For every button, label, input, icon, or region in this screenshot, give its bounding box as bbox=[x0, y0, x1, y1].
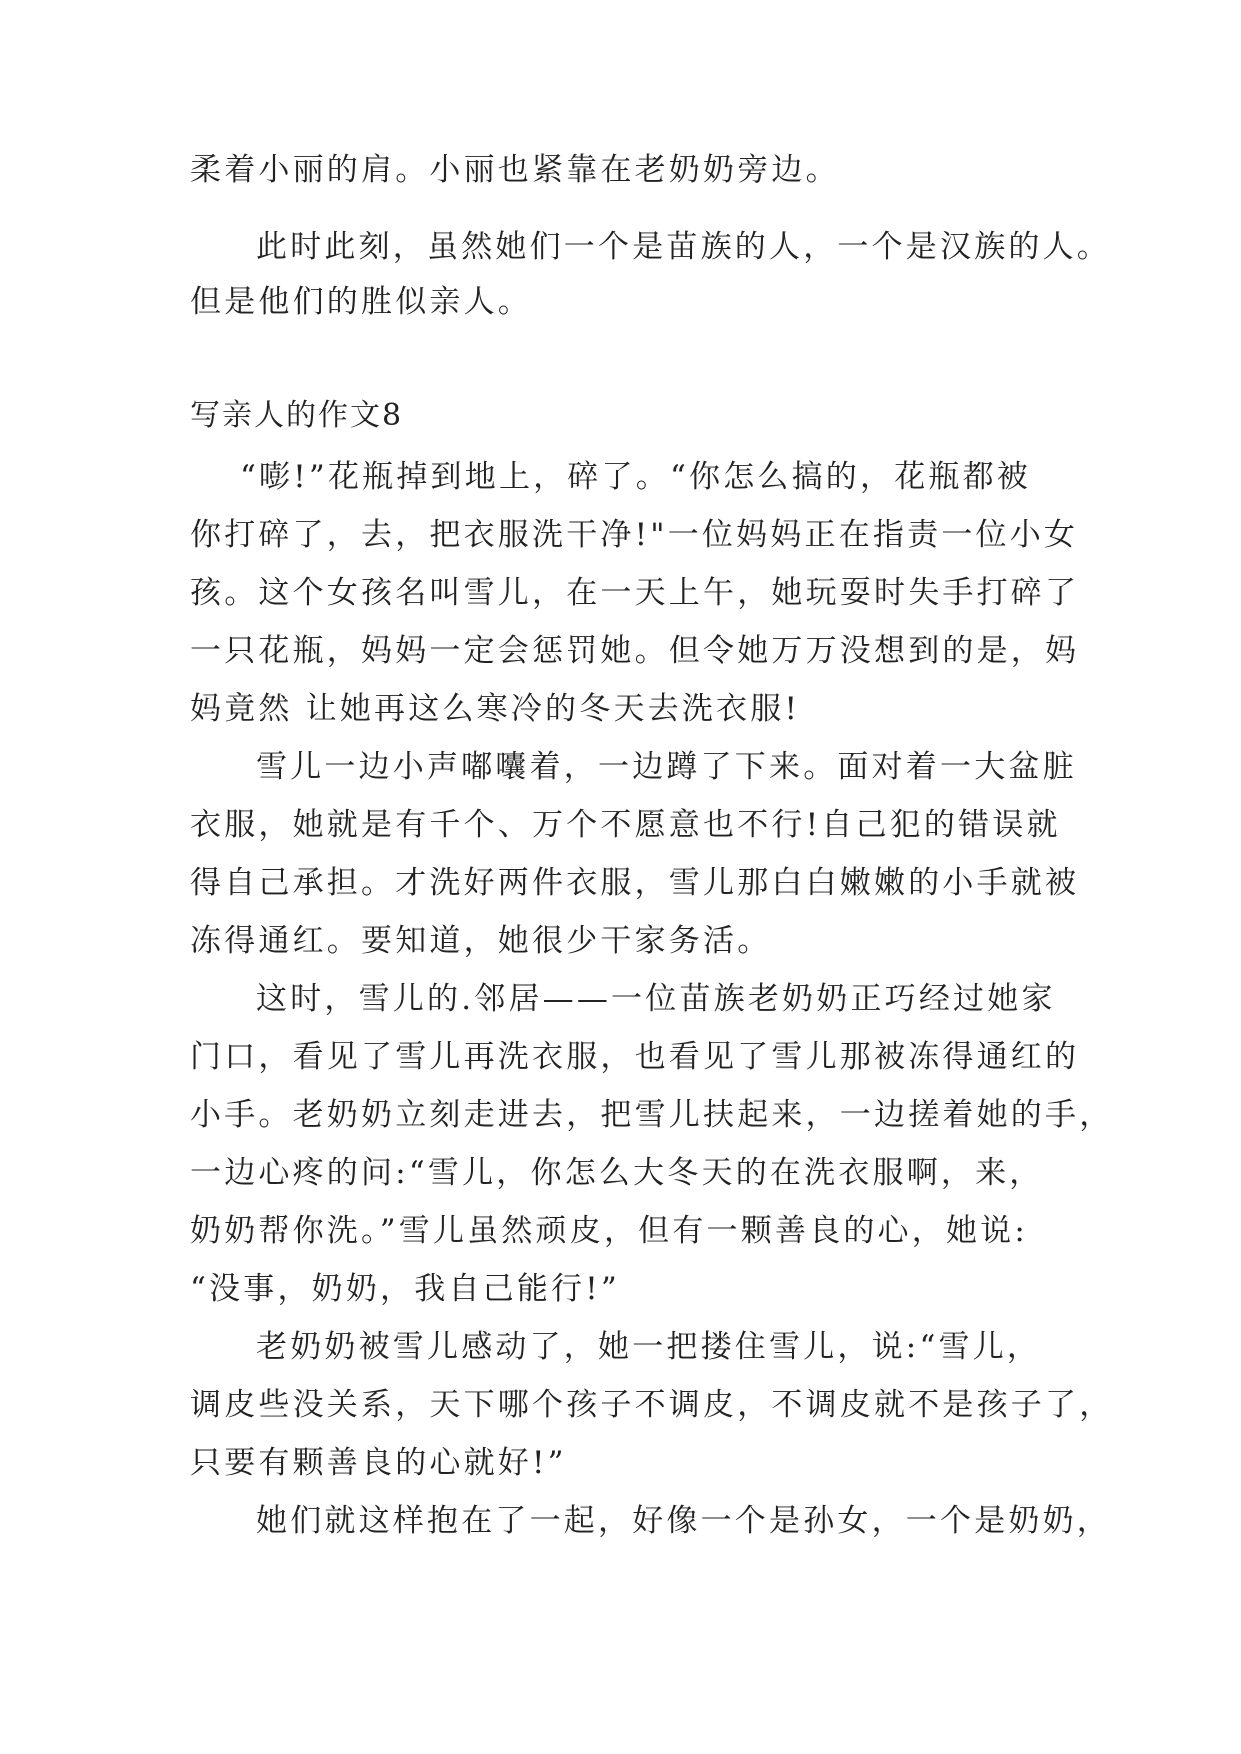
text-line: 一只花瓶，妈妈一定会惩罚她。但令她万万没想到的是，妈 bbox=[190, 633, 1080, 669]
text-line: 小手。老奶奶立刻走进去，把雪儿扶起来，一边搓着她的手， bbox=[190, 1097, 1114, 1133]
paragraph-first-line: “嘭!”花瓶掉到地上，碎了。“你怎么搞的，花瓶都被 bbox=[240, 459, 1031, 495]
paragraph-first-line: 她们就这样抱在了一起，好像一个是孙女，一个是奶奶， bbox=[256, 1503, 1111, 1539]
text-line: 调皮些没关系，天下哪个孩子不调皮，不调皮就不是孩子了， bbox=[190, 1387, 1114, 1423]
paragraph-first-line: 此时此刻，虽然她们一个是苗族的人，一个是汉族的人。 bbox=[256, 229, 1111, 265]
paragraph-first-line: 雪儿一边小声嘟囔着，一边蹲了下来。面对着一大盆脏 bbox=[256, 749, 1077, 785]
paragraph-first-line: 这时，雪儿的.邻居——一位苗族老奶奶正巧经过她家 bbox=[256, 981, 1056, 1017]
text-line: 柔着小丽的肩。小丽也紧靠在老奶奶旁边。 bbox=[190, 152, 840, 188]
text-line: “没事，奶奶，我自己能行!” bbox=[190, 1271, 620, 1307]
text-line: 衣服，她就是有千个、万个不愿意也不行!自己犯的错误就 bbox=[190, 807, 1061, 843]
text-line: 得自己承担。才洗好两件衣服，雪儿那白白嫩嫩的小手就被 bbox=[190, 865, 1080, 901]
text-line: 你打碎了，去，把衣服洗干净!"一位妈妈正在指责一位小女 bbox=[190, 517, 1079, 553]
text-line: 只要有颗善良的心就好!” bbox=[190, 1445, 567, 1481]
text-line: 一边心疼的问:“雪儿，你怎么大冬天的在洗衣服啊，来， bbox=[190, 1155, 1044, 1191]
text-line: 奶奶帮你洗。”雪儿虽然顽皮，但有一颗善良的心，她说: bbox=[190, 1213, 1028, 1249]
text-line: 妈竟然 让她再这么寒冷的冬天去洗衣服! bbox=[190, 691, 801, 727]
paragraph-first-line: 老奶奶被雪儿感动了，她一把搂住雪儿，说:“雪儿， bbox=[256, 1329, 1042, 1365]
section-heading: 写亲人的作文8 bbox=[190, 398, 404, 433]
text-line: 冻得通红。要知道，她很少干家务活。 bbox=[190, 923, 772, 959]
text-line: 门口，看见了雪儿再洗衣服，也看见了雪儿那被冻得通红的 bbox=[190, 1039, 1080, 1075]
text-line: 但是他们的胜似亲人。 bbox=[190, 284, 532, 320]
text-line: 孩。这个女孩名叫雪儿，在一天上午，她玩耍时失手打碎了 bbox=[190, 575, 1080, 611]
